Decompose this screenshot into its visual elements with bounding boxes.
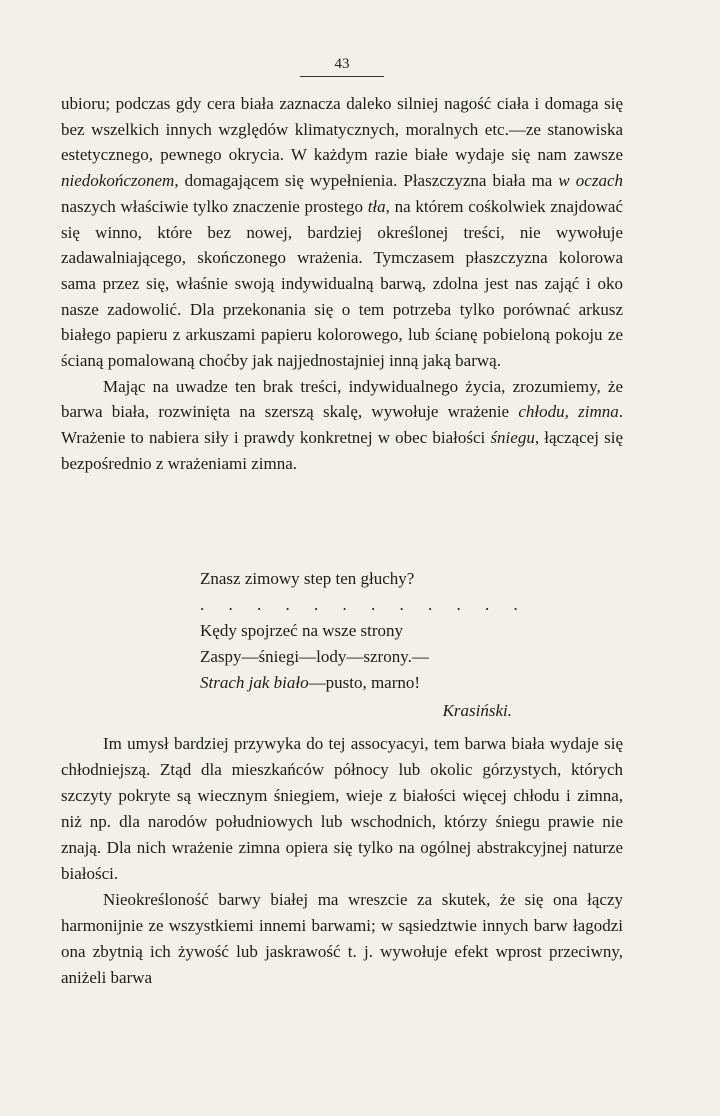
italic-run: śniegu xyxy=(490,428,535,448)
poem-line-1: Znasz zimowy step ten głuchy? xyxy=(200,569,415,588)
poem-line-3: Zaspy—śniegi—lody—szrony.— xyxy=(200,647,429,666)
paragraph-3: Im umysł bardziej przywyka do tej assocyacyi, tem barwa biała wydaje się chłodniejszą. Ztąd dla mieszkańców północy lub okolic górzystych, których szczyty pokryte są wiecznym śniegiem, wieje z białości więcej chłodu i zimna, niż np. dla narodów południowych lub wschodnich, którzy śniegu prawie nie znają. Dla nich wrażenie zimna opiera się tylko na ogólnej abstrakcyjnej naturze białości. xyxy=(61,734,623,883)
poem-line-4 xyxy=(200,670,512,696)
text-run: , na którem cośkolwiek znajdować się winno, które bez nowej, bardziej określonej treści, nie wywołuje zadawalniającego, skończonego wrażenia. Tymczasem płaszczyzna kolorowa sama przez się, właśnie swoją indywidualną barwą, zdolna jest nas zająć i oko nasze zadowolić. Dla przekonania się o tem potrzeba tylko porównać arkusz białego papieru z arkuszami papieru kolorowego, lub ścianę pobieloną pokoju ze ścianą pomalowaną choćby jak najjednostajniej inną jaką barwą. xyxy=(61,196,624,371)
text-run: naszych właściwie tylko znaczenie prostego xyxy=(61,196,368,216)
page-number: 43 xyxy=(300,56,384,77)
poem-line-2: Kędy spojrzeć na wsze strony xyxy=(200,621,403,640)
paragraph-2 xyxy=(61,374,623,477)
poem-ellipsis: . . . . . . . . . . . . xyxy=(200,595,528,614)
text-run: . Wrażenie to nabiera siły i prawdy konkretnej w obec białości xyxy=(61,402,624,448)
text-run: , łączącej się bezpośrednio z wrażeniami zimna. xyxy=(61,428,623,473)
poem-quote xyxy=(200,566,528,724)
italic-run: niedokończonem xyxy=(61,171,175,191)
text-run: , domagającem się wypełnienia. Płaszczyzna biała ma xyxy=(174,171,559,191)
body-text-top xyxy=(61,91,623,477)
poem-line-4-italic: Strach jak biało xyxy=(200,673,309,692)
italic-run: chłodu, zimna xyxy=(518,402,619,422)
paragraph-1 xyxy=(61,91,623,374)
italic-run: w oczach xyxy=(558,171,623,191)
poem-author: Krasiński. xyxy=(442,701,512,720)
body-text-bottom xyxy=(61,731,623,991)
italic-run: tła xyxy=(367,196,386,216)
text-run: Mając na uwadze ten brak treści, indywidualnego życia, zrozumiemy, że barwa biała, rozwinięta na szerszą skalę, wywołuje wrażenie xyxy=(61,376,623,422)
text-run: ubioru; podczas gdy cera biała zaznacza daleko silniej nagość ciała i domaga się bez wszelkich innych względów klimatycznych, moralnych etc.—ze stanowiska estetycznego, pewnego okrycia. W każdym razie białe wydaje się nam zawsze xyxy=(61,94,623,165)
poem-line-4-rest: —pusto, marno! xyxy=(308,673,421,692)
paragraph-4: Nieokreśloność barwy białej ma wreszcie za skutek, że się ona łączy harmonijnie ze wszystkiemi innemi barwami; w sąsiedztwie innych barw łagodzi ona zbytnią ich żywość lub jaskrawość t. j. wywołuje efekt wprost przeciwny, aniżeli barwa xyxy=(61,890,623,987)
